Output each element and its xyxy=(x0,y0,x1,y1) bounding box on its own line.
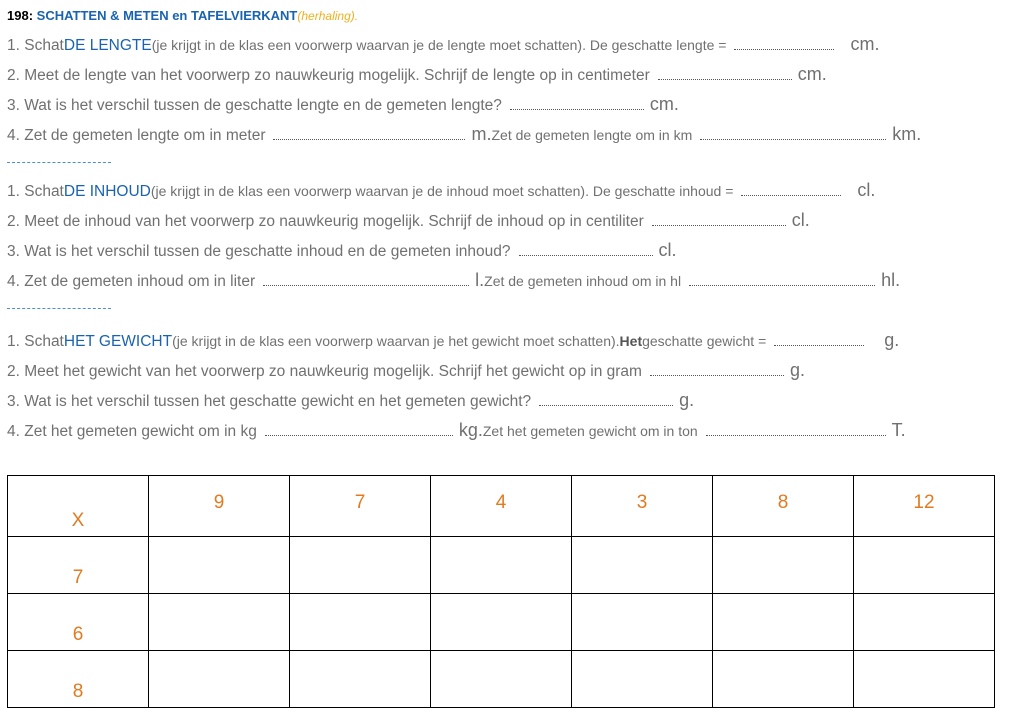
length-convert-line xyxy=(7,124,921,146)
answer-blank[interactable] xyxy=(652,213,786,226)
topic-weight: HET GEWICHT xyxy=(63,333,173,350)
answer-cell[interactable] xyxy=(431,537,572,594)
answer-blank[interactable] xyxy=(650,363,784,376)
line-text: Zet de gemeten inhoud om in hl xyxy=(484,273,682,289)
unit-label: hl. xyxy=(881,270,901,290)
line-text: (je krijgt in de klas een voorwerp waarvan je de inhoud moet schatten). De geschatte inhoud = xyxy=(150,183,734,199)
table-corner-x: X xyxy=(8,476,149,537)
column-header: 8 xyxy=(713,476,854,537)
unit-label: cm. xyxy=(797,64,827,84)
line-text: 1. Schat xyxy=(7,183,64,200)
answer-cell[interactable] xyxy=(854,651,995,708)
unit-label: kg. xyxy=(458,420,483,440)
unit-label: g. xyxy=(679,390,695,410)
weight-convert-line xyxy=(7,420,906,442)
answer-cell[interactable] xyxy=(431,594,572,651)
table-header-row xyxy=(8,476,995,537)
unit-label: cl. xyxy=(658,240,677,260)
length-measure-line xyxy=(7,64,827,86)
answer-cell[interactable] xyxy=(713,594,854,651)
answer-cell[interactable] xyxy=(149,594,290,651)
weight-estimate-line xyxy=(7,330,899,352)
weight-measure-line xyxy=(7,360,805,382)
answer-cell[interactable] xyxy=(572,537,713,594)
answer-cell[interactable] xyxy=(854,537,995,594)
volume-measure-line xyxy=(7,210,810,232)
row-header: 7 xyxy=(8,537,149,594)
worksheet-header xyxy=(7,8,358,23)
line-text: 3. Wat is het verschil tussen het geschatte gewicht en het gemeten gewicht? xyxy=(7,393,532,410)
answer-cell[interactable] xyxy=(572,594,713,651)
line-text: 2. Meet de lengte van het voorwerp zo nauwkeurig mogelijk. Schrijf de lengte op in centimeter xyxy=(7,67,650,84)
unit-label: m. xyxy=(471,124,492,144)
unit-label: cl. xyxy=(857,180,876,200)
length-difference-line xyxy=(7,94,679,116)
unit-label: cl. xyxy=(791,210,810,230)
line-text: 4. Zet de gemeten inhoud om in liter xyxy=(7,273,256,290)
section-divider xyxy=(7,308,111,309)
unit-label: km. xyxy=(892,124,922,144)
answer-blank[interactable] xyxy=(658,67,792,80)
line-text: Zet de gemeten lengte om in km xyxy=(491,127,693,143)
answer-cell[interactable] xyxy=(854,594,995,651)
header-colon: : xyxy=(28,8,37,23)
weight-difference-line xyxy=(7,390,694,412)
unit-label: cm. xyxy=(649,94,679,114)
line-text: (je krijgt in de klas een voorwerp waarvan je de lengte moet schatten). De geschatte lengte = xyxy=(151,37,727,53)
column-header: 7 xyxy=(290,476,431,537)
answer-blank[interactable] xyxy=(510,97,644,110)
volume-estimate-line xyxy=(7,180,875,202)
multiplication-table xyxy=(7,475,995,708)
column-header: 4 xyxy=(431,476,572,537)
column-header: 12 xyxy=(854,476,995,537)
answer-cell[interactable] xyxy=(149,651,290,708)
volume-difference-line xyxy=(7,240,677,262)
section-divider xyxy=(7,162,111,163)
answer-cell[interactable] xyxy=(149,537,290,594)
answer-blank[interactable] xyxy=(774,333,864,346)
line-text: 3. Wat is het verschil tussen de geschatte lengte en de gemeten lengte? xyxy=(7,97,502,114)
answer-blank[interactable] xyxy=(263,273,469,286)
row-header: 8 xyxy=(8,651,149,708)
line-text: 4. Zet de gemeten lengte om in meter xyxy=(7,127,266,144)
answer-blank[interactable] xyxy=(539,393,673,406)
line-text: (je krijgt in de klas een voorwerp waarvan je het gewicht moet schatten). xyxy=(172,333,620,349)
row-header: 6 xyxy=(8,594,149,651)
unit-label: l. xyxy=(475,270,485,290)
answer-blank[interactable] xyxy=(265,423,453,436)
line-text: geschatte gewicht = xyxy=(642,333,767,349)
answer-cell[interactable] xyxy=(572,651,713,708)
exercise-subtitle: (herhaling). xyxy=(297,9,359,23)
line-text: 1. Schat xyxy=(7,37,64,54)
answer-cell[interactable] xyxy=(713,651,854,708)
topic-volume: DE INHOUD xyxy=(63,183,151,200)
answer-cell[interactable] xyxy=(290,651,431,708)
answer-cell[interactable] xyxy=(431,651,572,708)
line-text: 4. Zet het gemeten gewicht om in kg xyxy=(7,423,257,440)
line-text: Zet het gemeten gewicht om in ton xyxy=(482,423,698,439)
answer-blank[interactable] xyxy=(706,423,886,436)
table-row xyxy=(8,537,995,594)
answer-blank[interactable] xyxy=(273,127,465,140)
table-row xyxy=(8,651,995,708)
line-text-bold: Het xyxy=(619,333,643,349)
column-header: 3 xyxy=(572,476,713,537)
answer-cell[interactable] xyxy=(290,594,431,651)
answer-blank[interactable] xyxy=(741,183,841,196)
answer-blank[interactable] xyxy=(519,243,653,256)
length-estimate-line xyxy=(7,34,879,56)
line-text: 1. Schat xyxy=(7,333,64,350)
table-row xyxy=(8,594,995,651)
answer-cell[interactable] xyxy=(290,537,431,594)
exercise-number: 198 xyxy=(7,8,29,23)
line-text: 2. Meet het gewicht van het voorwerp zo nauwkeurig mogelijk. Schrijf het gewicht op in gram xyxy=(7,363,642,380)
column-header: 9 xyxy=(149,476,290,537)
unit-label: cm. xyxy=(850,34,880,54)
unit-label: g. xyxy=(789,360,805,380)
unit-label: g. xyxy=(884,330,900,350)
answer-blank[interactable] xyxy=(700,127,886,140)
volume-convert-line xyxy=(7,270,900,292)
answer-blank[interactable] xyxy=(689,273,875,286)
topic-length: DE LENGTE xyxy=(63,37,152,54)
line-text: 3. Wat is het verschil tussen de geschatte inhoud en de gemeten inhoud? xyxy=(7,243,511,260)
unit-label: T. xyxy=(891,420,906,440)
answer-blank[interactable] xyxy=(734,37,834,50)
exercise-title: SCHATTEN & METEN en TAFELVIERKANT xyxy=(36,8,298,23)
line-text: 2. Meet de inhoud van het voorwerp zo nauwkeurig mogelijk. Schrijf de inhoud op in centiliter xyxy=(7,213,644,230)
answer-cell[interactable] xyxy=(713,537,854,594)
